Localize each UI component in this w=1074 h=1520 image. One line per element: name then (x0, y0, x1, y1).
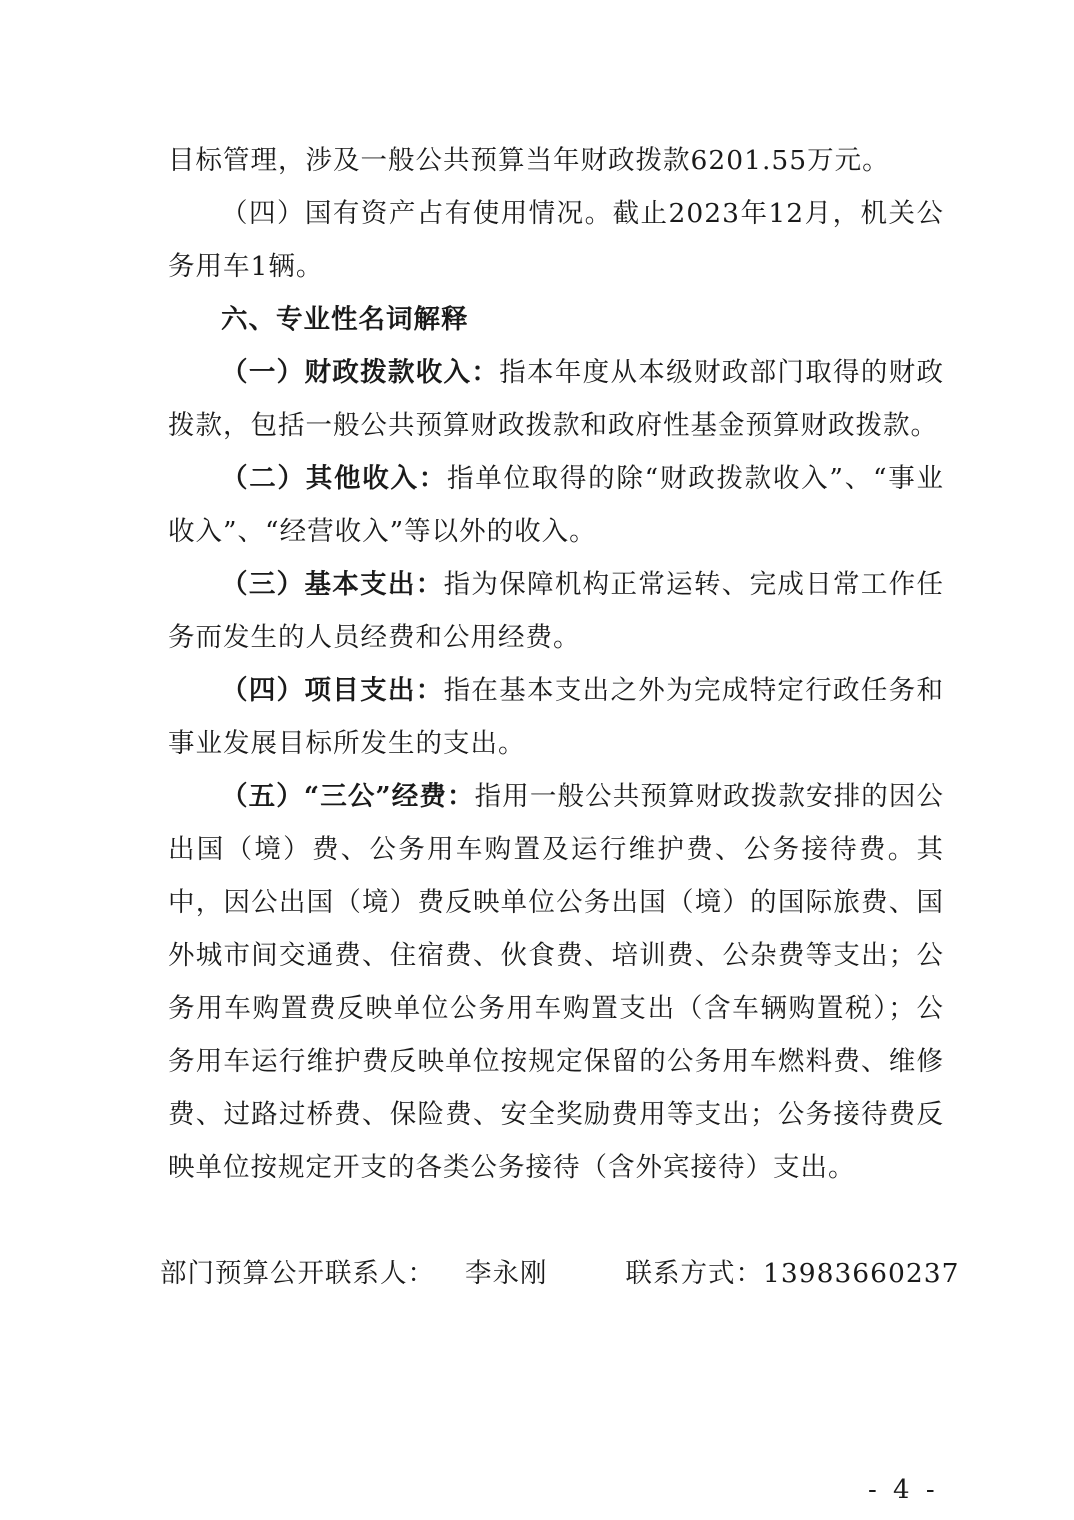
definition-text: 指为保障机构正常运转、完成日常工作任务而发生的人员经费和公用经费。 (168, 569, 945, 653)
document-body (168, 134, 944, 1194)
definition-text: 指本年度从本级财政部门取得的财政拨款，包括一般公共预算财政拨款和政府性基金预算财政拨款。 (168, 357, 945, 441)
paragraph-continuation: 目标管理，涉及一般公共预算当年财政拨款6201.55万元。 (168, 145, 890, 176)
contact-phone: 13983660237 (763, 1258, 960, 1289)
definition-item (168, 558, 944, 664)
definition-item (168, 770, 944, 1194)
definition-text: 指单位取得的除“财政拨款收入”、“事业收入”、“经营收入”等以外的收入。 (168, 463, 944, 547)
page-number: - 4 - (868, 1475, 939, 1505)
definition-term: （四）项目支出： (221, 675, 444, 706)
contact-name: 李永刚 (465, 1258, 548, 1289)
definition-term: （三）基本支出： (221, 569, 444, 600)
contact-label: 部门预算公开联系人： (160, 1258, 435, 1289)
definition-text: 指在基本支出之外为完成特定行政任务和事业发展目标所发生的支出。 (168, 675, 945, 759)
contact-phone-label: 联系方式： (625, 1258, 763, 1289)
contact-line (160, 1247, 960, 1300)
definition-item (168, 452, 944, 558)
definition-item (168, 664, 944, 770)
definition-term: （一）财政拨款收入： (221, 357, 500, 388)
section-heading: 六、专业性名词解释 (221, 304, 469, 335)
definition-term: （五）“三公”经费： (221, 781, 475, 812)
definition-term: （二）其他收入： (221, 463, 447, 494)
definition-item (168, 346, 944, 452)
definition-text: 指用一般公共预算财政拨款安排的因公出国（境）费、公务用车购置及运行维护费、公务接待费。其中，因公出国（境）费反映单位公务出国（境）的国际旅费、国外城市间交通费、住宿费、伙食费、培训费、公杂费等支出；公务用车购置费反映单位公务用车购置支出（含车辆购置税）；公务用车运行维护费反映单位按规定保留的公务用车燃料费、维修费、过路过桥费、保险费、安全奖励费用等支出；公务接待费反映单位按规定开支的各类公务接待（含外宾接待）支出。 (168, 781, 944, 1183)
paragraph-asset-usage: （四）国有资产占有使用情况。截止2023年12月，机关公务用车1辆。 (168, 198, 944, 282)
